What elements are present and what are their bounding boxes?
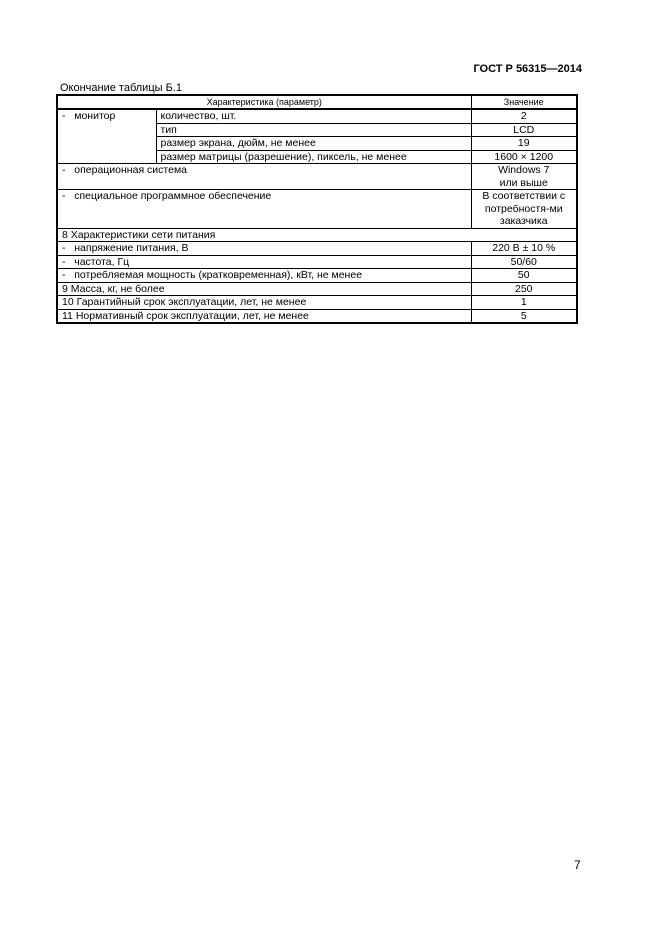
software-value-line: потребностя-ми: [484, 202, 563, 215]
table-row: [57, 282, 577, 296]
power-param: - напряжение питания, В: [57, 242, 471, 256]
monitor-param: размер матрицы (разрешение), пиксель, не менее: [156, 150, 471, 164]
table-row: [57, 228, 577, 242]
table-row: [57, 269, 577, 283]
table-row: [57, 309, 577, 323]
power-section-title: 8 Характеристики сети питания: [57, 228, 577, 242]
os-value: [471, 164, 577, 190]
software-value-line: В соответствии с: [482, 190, 566, 202]
warranty-param: 10 Гарантийный срок эксплуатации, лет, не менее: [57, 296, 471, 310]
service-life-param: 11 Нормативный срок эксплуатации, лет, не менее: [57, 309, 471, 323]
table-row: [57, 164, 577, 190]
monitor-value: 19: [471, 137, 577, 151]
monitor-value: 1600 × 1200: [471, 150, 577, 164]
document-standard-header: ГОСТ Р 56315—2014: [473, 63, 582, 75]
power-param: - потребляемая мощность (кратковременная), кВт, не менее: [57, 269, 471, 283]
software-label: - специальное программное обеспечение: [57, 190, 471, 229]
column-header-characteristic: Характеристика (параметр): [57, 95, 471, 109]
monitor-param: количество, шт.: [156, 109, 471, 123]
table-row: [57, 190, 577, 229]
power-value: 50/60: [471, 255, 577, 269]
monitor-param: тип: [156, 123, 471, 137]
page-number: 7: [574, 858, 581, 872]
service-life-value: 5: [471, 309, 577, 323]
table-header-row: [57, 95, 577, 109]
monitor-value: 2: [471, 109, 577, 123]
table-row: [57, 255, 577, 269]
warranty-value: 1: [471, 296, 577, 310]
os-value-line: или выше: [499, 176, 548, 189]
power-value: 50: [471, 269, 577, 283]
table-row: [57, 296, 577, 310]
monitor-param: размер экрана, дюйм, не менее: [156, 137, 471, 151]
table-caption: Окончание таблицы Б.1: [60, 82, 182, 94]
power-param: - частота, Гц: [57, 255, 471, 269]
software-value-line: заказчика: [499, 215, 548, 227]
monitor-value: LCD: [471, 123, 577, 137]
power-value: 220 В ± 10 %: [471, 242, 577, 256]
os-value-line: Windows 7: [498, 164, 550, 176]
table-row: [57, 109, 577, 123]
monitor-label: - монитор: [57, 109, 156, 164]
software-value: [471, 190, 577, 229]
table-row: [57, 242, 577, 256]
mass-value: 250: [471, 282, 577, 296]
specification-table: [56, 94, 578, 324]
column-header-value: Значение: [471, 95, 577, 109]
mass-param: 9 Масса, кг, не более: [57, 282, 471, 296]
os-label: - операционная система: [57, 164, 471, 190]
